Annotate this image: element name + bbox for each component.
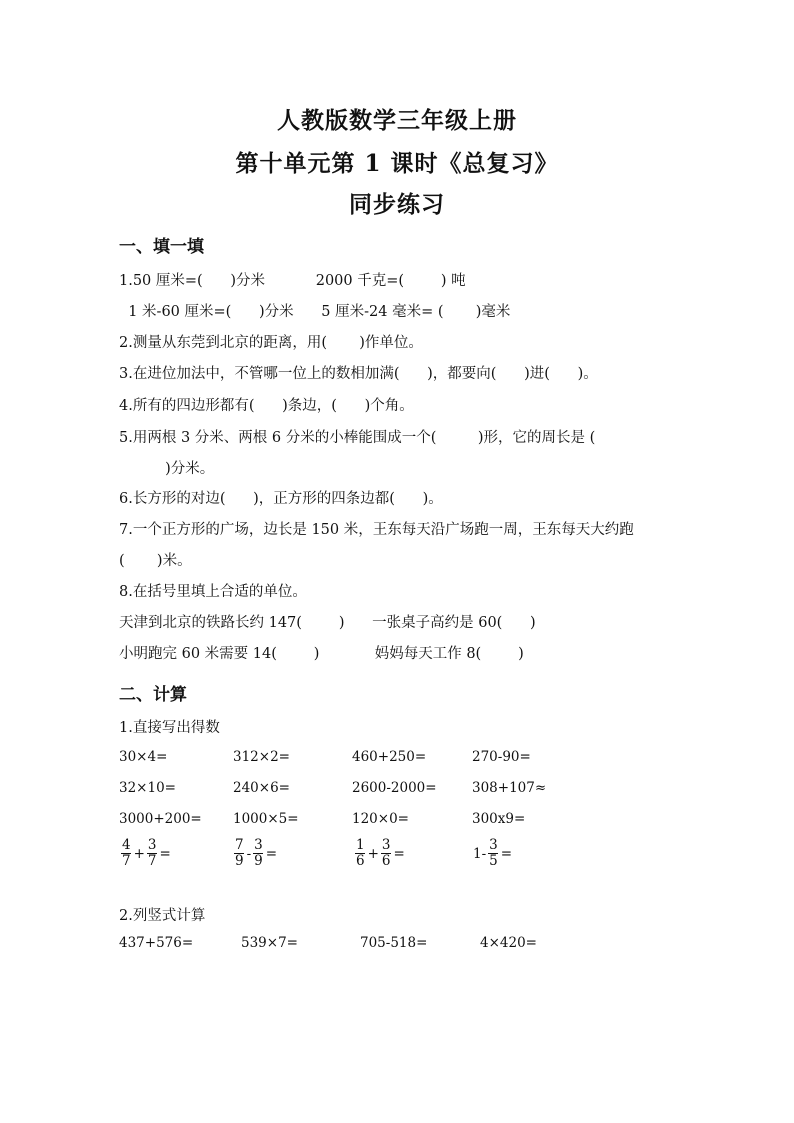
- leading-term: 1-: [473, 845, 487, 862]
- fraction: [147, 838, 158, 869]
- question-line: 1 米-60 厘米=( )分米 5 厘米-24 毫米= ( )毫米: [119, 304, 511, 320]
- fraction-expression: [472, 838, 513, 869]
- section-heading-calc: 二、计算: [119, 685, 187, 705]
- question-line: ( )米。: [119, 553, 192, 569]
- fraction: [488, 838, 499, 869]
- calc-item: 32×10=: [119, 780, 176, 796]
- numerator: 1: [356, 837, 365, 853]
- denominator: 7: [147, 853, 157, 869]
- fraction: [234, 838, 245, 869]
- calc-item: 1000×5=: [233, 811, 299, 827]
- fraction-expression: [120, 838, 172, 869]
- denominator: 7: [122, 853, 131, 869]
- fraction-expression: [354, 838, 406, 869]
- numerator: 3: [489, 837, 498, 853]
- question-line: )分米。: [119, 461, 215, 477]
- operator: +: [367, 845, 379, 862]
- vertical-calc-item: 4×420=: [480, 935, 537, 951]
- question-line: 6.长方形的对边( )，正方形的四条边都( )。: [119, 491, 443, 507]
- subheading-direct: 1.直接写出得数: [119, 720, 220, 736]
- operator: -: [246, 845, 252, 862]
- question-line: 5.用两根 3 分米、两根 6 分米的小棒能围成一个( )形，它的周长是 (: [119, 430, 596, 446]
- equals-sign: =: [265, 845, 278, 862]
- question-line: 4.所有的四边形都有( )条边，( )个角。: [119, 398, 414, 414]
- fraction: [355, 838, 366, 869]
- question-line: 小明跑完 60 米需要 14( ) 妈妈每天工作 8( ): [119, 646, 524, 662]
- denominator: 5: [489, 853, 498, 869]
- fraction: [381, 838, 392, 869]
- numerator: 3: [147, 837, 157, 853]
- denominator: 9: [254, 853, 263, 869]
- equals-sign: =: [393, 845, 405, 862]
- numerator: 3: [381, 837, 391, 853]
- question-line: 8.在括号里填上合适的单位。: [119, 584, 307, 600]
- doc-subtitle: 第十单元第 1 课时《总复习》: [235, 150, 559, 177]
- doc-subtitle-2: 同步练习: [349, 191, 445, 218]
- calc-item: 312×2=: [233, 749, 290, 765]
- equals-sign: =: [159, 845, 171, 862]
- numerator: 7: [235, 837, 244, 853]
- vertical-calc-item: 539×7=: [241, 935, 298, 951]
- question-line: 3.在进位加法中，不管哪一位上的数相加满( )，都要向( )进( )。: [119, 366, 598, 382]
- fraction: [253, 838, 264, 869]
- question-line: 2.测量从东莞到北京的距离，用( )作单位。: [119, 335, 423, 351]
- operator: +: [133, 845, 145, 862]
- calc-item: 308+107≈: [472, 780, 547, 796]
- question-line: 1.50 厘米=( )分米 2000 千克=( ) 吨: [119, 273, 466, 289]
- vertical-calc-item: 437+576=: [119, 935, 194, 951]
- doc-title: 人教版数学三年级上册: [277, 107, 517, 134]
- calc-item: 460+250=: [352, 749, 427, 765]
- calc-item: 3000+200=: [119, 811, 202, 827]
- subheading-vertical: 2.列竖式计算: [119, 908, 206, 924]
- question-line: 7.一个正方形的广场，边长是 150 米，王东每天沿广场跑一周，王东每天大约跑: [119, 522, 634, 538]
- denominator: 6: [356, 853, 365, 869]
- numerator: 3: [254, 837, 263, 853]
- fraction-expression: [233, 838, 278, 869]
- section-heading-fill: 一、填一填: [119, 237, 204, 257]
- calc-item: 120×0=: [352, 811, 409, 827]
- equals-sign: =: [500, 845, 513, 862]
- calc-item: 2600-2000=: [352, 780, 437, 796]
- fraction: [121, 838, 132, 869]
- question-line: 天津到北京的铁路长约 147( ) 一张桌子高约是 60( ): [119, 615, 536, 631]
- numerator: 4: [122, 837, 131, 853]
- calc-item: 270-90=: [472, 749, 531, 765]
- vertical-calc-item: 705-518=: [360, 935, 428, 951]
- denominator: 6: [381, 853, 391, 869]
- calc-item: 240×6=: [233, 780, 290, 796]
- denominator: 9: [235, 853, 244, 869]
- calc-item: 30×4=: [119, 749, 168, 765]
- calc-item: 300x9=: [472, 811, 526, 827]
